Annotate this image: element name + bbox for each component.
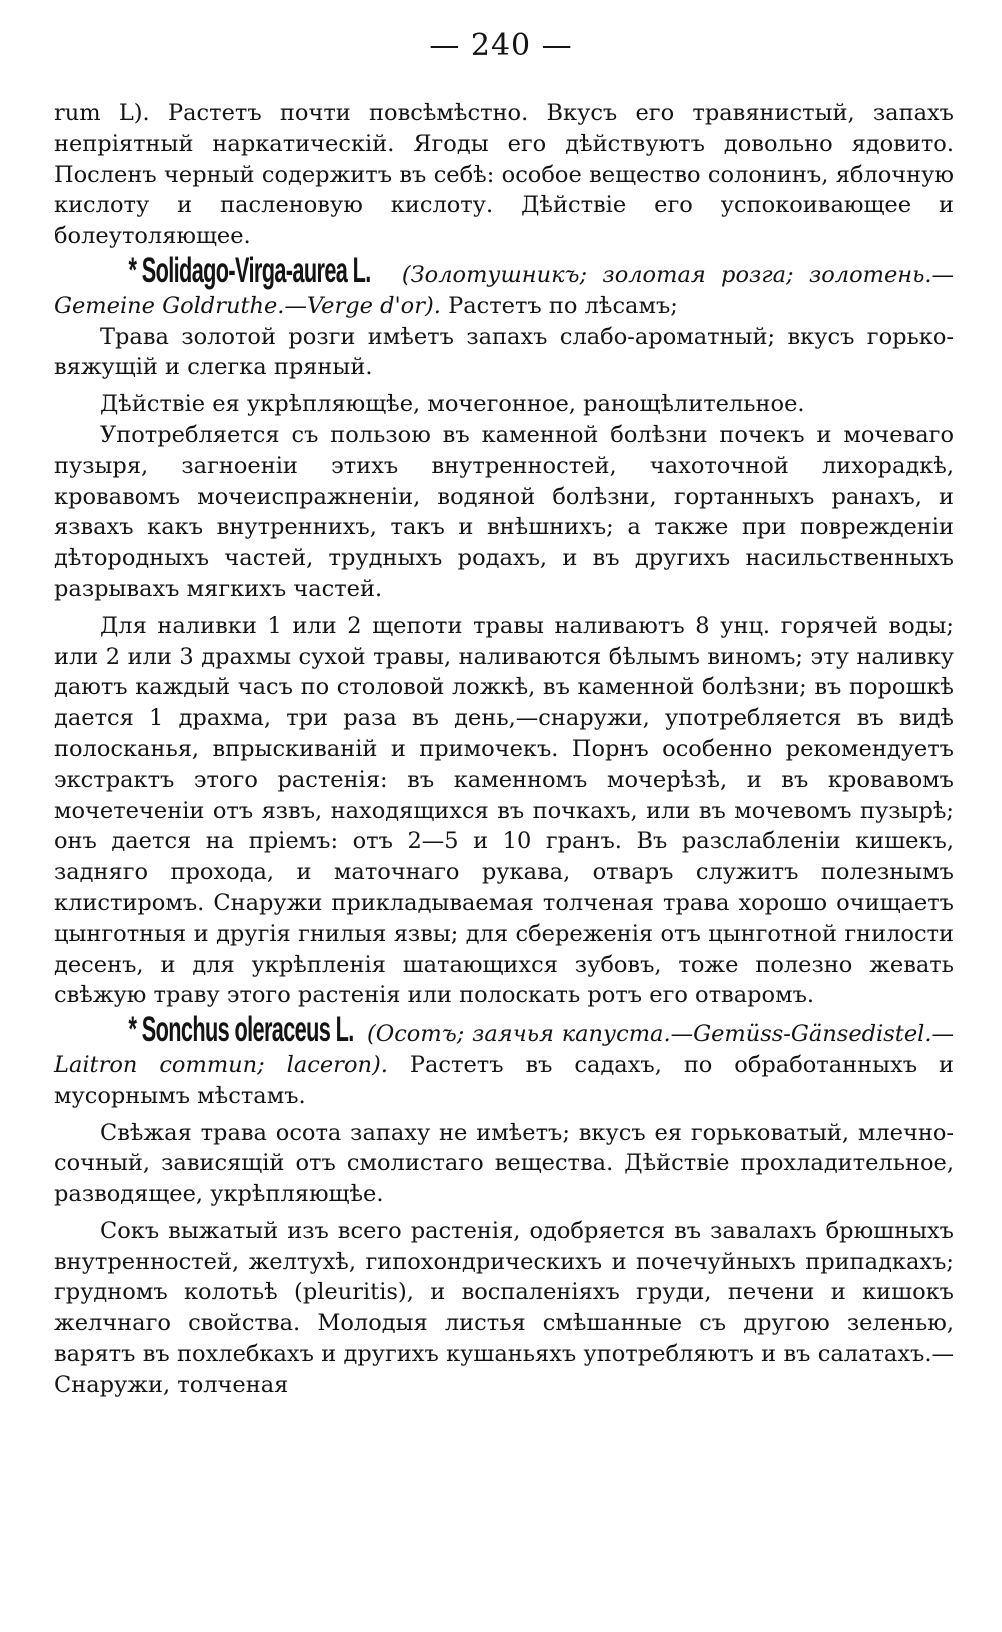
entry-sonchus-heading <box>54 1010 955 1111</box>
common-names-sonchus: (Осотъ; заячья капуста.—Gemüss-Gänsedistel.—Laitron commun; laceron). <box>54 1021 954 1078</box>
common-names-solidago: (Золотушникъ; золотая розга; золотень.—Gemeine Goldruthe.—Verge d'or). <box>54 261 955 319</box>
habitat-sonchus: Растетъ въ садахъ, по обработанныхъ и мусорнымъ мѣстамъ. <box>54 1051 955 1109</box>
sonchus-paragraph-2: Сокъ выжатый изъ всего растенія, одобряется въ завалахъ брюшныхъ внутренностей, желтухѣ, гипохондрическихъ и почечуйныхъ припадкахъ; грудномъ колотьѣ (pleuritis), и воспаленіяхъ груди, печени и кишокъ желчнаго свойства. Молодыя листья смѣшанные съ другою зеленью, варятъ въ похлебкахъ и другихъ кушаньяхъ употребляютъ и въ салатахъ.—Снаружи, толченая <box>54 1217 954 1398</box>
entry-solidago-heading <box>54 250 955 322</box>
habitat-solidago: Растетъ по лѣсамъ; <box>448 292 678 319</box>
latin-name-solidago: * Solidago-Virga-aurea L. <box>128 250 371 290</box>
sonchus-paragraph-1: Свѣжая трава осота запаху не имѣетъ; вкусъ ея горьковатый, млечно-сочный, зависящій отъ смолистаго вещества. Дѣйствіе прохладительное, разводящее, укрѣпляющѣе. <box>54 1119 954 1208</box>
page-number: — 240 — <box>429 28 573 63</box>
solidago-paragraph-3: Употребляется съ пользою въ каменной болѣзни почекъ и мочеваго пузыря, загноеніи этихъ внутренностей, чахоточной лихорадкѣ, кровавомъ мочеиспражненіи, водяной болѣзни, гортанныхъ ранахъ, и язвахъ какъ внутреннихъ, такъ и внѣшнихъ; а также при поврежденіи дѣтородныхъ частей, трудныхъ родахъ, и въ другихъ насильственныхъ разрывахъ мягкихъ частей. <box>54 421 954 602</box>
page-body <box>54 98 954 1401</box>
solidago-paragraph-4: Для наливки 1 или 2 щепоти травы наливаютъ 8 унц. горячей воды; или 2 или 3 драхмы сухой травы, наливаются бѣлымъ виномъ; эту наливку даютъ каждый часъ по столовой ложкѣ, въ каменной болѣзни; въ порошкѣ дается 1 драхма, три раза въ день,—снаружи, употребляется въ видѣ полосканья, впрыскиваній и примочекъ. Порнъ особенно рекомендуетъ экстрактъ этого растенія: въ каменномъ мочерѣзѣ, и въ кровавомъ мочетеченіи отъ язвъ, находящихся въ почкахъ, или въ мочевомъ пузырѣ; онъ дается на пріемъ: отъ 2—5 и 10 гранъ. Въ разслабленіи кишекъ, задняго прохода, и маточнаго рукава, отваръ служитъ полезнымъ клистиромъ. Снаружи прикладываемая толченая трава хорошо очищаетъ цынготныя и другія гнилыя язвы; для сбереженія отъ цынготной гнилости десенъ, и для укрѣпленія шатающихся зубовъ, тоже полезно жевать свѣжую траву этого растенія или полоскать ротъ его отваромъ. <box>54 612 954 1009</box>
solidago-paragraph-1: Трава золотой розги имѣетъ запахъ слабо-ароматный; вкусъ горько-вяжущій и слегка пряный. <box>54 323 954 381</box>
solidago-paragraph-2: Дѣйствіе ея укрѣпляющѣе, мочегонное, ранощѣлительное. <box>100 391 805 418</box>
latin-name-sonchus: * Sonchus oleraceus L. <box>128 1010 354 1050</box>
paragraph-intro: rum L). Растетъ почти повсѣмѣстно. Вкусъ его травянистый, запахъ непріятный наркатическій. Ягоды его дѣйствуютъ довольно ядовито. Посленъ черный содержитъ въ себѣ: особое вещество солонинъ, яблочную кислоту и пасленовую кислоту. Дѣйствіе его успокоивающее и болеутоляющее. <box>54 100 954 250</box>
